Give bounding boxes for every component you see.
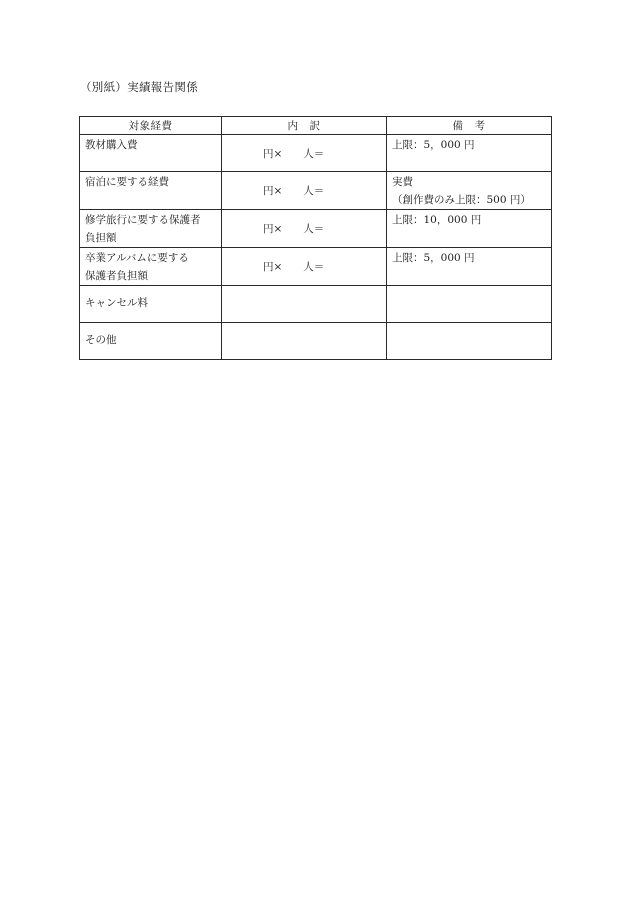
remarks-cell [387, 248, 552, 286]
breakdown-cell [222, 323, 387, 360]
category-cell [80, 286, 222, 323]
category-text: 負担額 [85, 231, 117, 244]
remarks-cell [387, 323, 552, 360]
category-text: 保護者負担額 [85, 269, 148, 282]
table-row-teaching-materials [80, 135, 552, 172]
header-category: 対象経費 [80, 117, 222, 135]
category-text: 宿泊に要する経費 [85, 176, 169, 188]
category-text: 修学旅行に要する保護者 [85, 214, 201, 226]
expense-report-table [79, 116, 552, 360]
remark-text: （創作費のみ上限：500 円） [392, 193, 531, 206]
remarks-cell [387, 286, 552, 323]
header-remarks: 備 考 [387, 117, 552, 135]
remarks-cell [387, 172, 552, 210]
page-heading: （別紙）実績報告関係 [80, 80, 198, 94]
remarks-cell [387, 135, 552, 172]
remarks-cell [387, 210, 552, 248]
table-row-graduation-album [80, 248, 552, 286]
category-cell [80, 172, 222, 210]
breakdown-cell: 円× 人＝ [222, 172, 387, 210]
breakdown-cell [222, 286, 387, 323]
category-cell [80, 210, 222, 248]
table-row-other [80, 323, 552, 360]
remark-text: 実費 [392, 176, 413, 188]
table-row-accommodation [80, 172, 552, 210]
category-cell [80, 248, 222, 286]
table-row-cancellation [80, 286, 552, 323]
category-cell [80, 323, 222, 360]
category-text: 教材購入費 [85, 139, 138, 151]
table-row-school-trip [80, 210, 552, 248]
category-text: キャンセル料 [85, 297, 148, 310]
table-header-row [80, 117, 552, 135]
remark-text: 上限：10，000 円 [392, 214, 482, 226]
remark-text: 上限：5，000 円 [392, 139, 475, 151]
category-text: その他 [85, 334, 117, 347]
breakdown-cell: 円× 人＝ [222, 248, 387, 286]
breakdown-cell: 円× 人＝ [222, 210, 387, 248]
remark-text: 上限：5，000 円 [392, 252, 475, 264]
header-breakdown: 内 訳 [222, 117, 387, 135]
category-text: 卒業アルバムに要する [85, 252, 189, 264]
category-cell [80, 135, 222, 172]
breakdown-cell: 円× 人＝ [222, 135, 387, 172]
